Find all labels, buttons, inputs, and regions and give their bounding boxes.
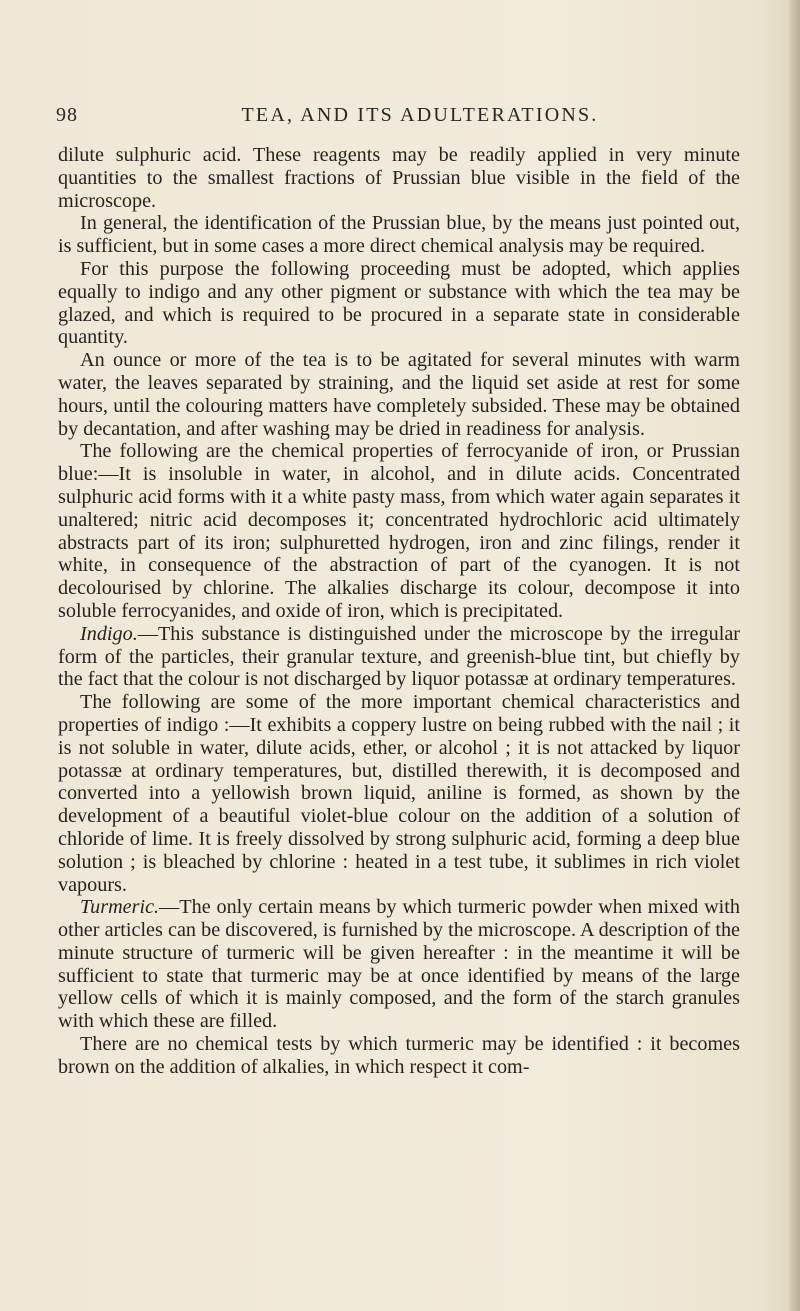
turmeric-heading: Turmeric. [80,896,160,919]
paragraph-9-text: There are no chemical tests by which turmeric may be identified : it becomes brown on the addition of alkalies, in which respect it com- [58,1033,740,1078]
paragraph-4 [58,349,740,440]
paragraph-1-text: dilute sulphuric acid. These reagents may be readily applied in very minute quantities to the smallest fractions of Prussian blue visible in the field of the microscope. [58,144,740,212]
paragraph-2-text: In general, the identification of the Prussian blue, by the means just pointed out, is sufficient, but in some cases a more direct chemical analysis may be required. [58,212,740,258]
paragraph-turmeric-text: —The only certain means by which turmeric powder when mixed with other articles can be discovered, is furnished by the microscope. A description of the minute structure of turmeric will be given hereafter : in the meantime it will be sufficient to state that turmeric may be at once identified by means of the large yellow cells of which it is mainly composed, and the form of the starch granules with which these are filled. [58,896,740,1033]
paragraph-5 [58,440,740,622]
page-number: 98 [56,104,78,126]
paragraph-1 [58,144,740,212]
indigo-heading: Indigo. [80,622,138,645]
paragraph-5-text: The following are the chemical properties of ferrocyanide of iron, or Prussian blue:—It is insoluble in water, in alcohol, and in dilute acids. Concentrated sulphuric acid forms with it a white pasty mass, from which water again separates it unaltered; nitric acid decomposes it; concentrated hydrochloric acid ultimately abstracts part of its iron; sulphuretted hydrogen, iron and zinc filings, render it white, in consequence of the abstraction of part of the cyanogen. It is not decolourised by chlorine. The alkalies discharge its colour, decompose it into soluble ferrocyanides, and oxide of iron, which is precipitated. [58,440,740,622]
body-text [58,144,740,1079]
paragraph-7-text: The following are some of the more important chemical characteristics and properties of indigo :—It exhibits a coppery lustre on being rubbed with the nail ; it is not soluble in water, dilute acids, ether, or alcohol ; it is not attacked by liquor potassæ at ordinary temperatures, but, distilled therewith, it is decomposed and converted into a yellowish brown liquid, aniline is formed, as shown by the development of a beautiful violet-blue colour on the addition of a solution of chloride of lime. It is freely dissolved by strong sulphuric acid, forming a deep blue solution ; is bleached by chlorine : heated in a test tube, it sublimes in rich violet vapours. [58,691,740,896]
paragraph-3 [58,258,740,349]
paragraph-indigo-text: —This substance is distinguished under the microscope by the irregular form of the particles, their granular texture, and greenish-blue tint, but chiefly by the fact that the colour is not discharged by liquor potassæ at ordinary temperatures. [58,622,740,691]
paragraph-7 [58,691,740,896]
page-spine-shadow [786,0,800,1311]
paragraph-9 [58,1033,740,1079]
running-title: TEA, AND ITS ADULTERATIONS. [241,104,599,126]
paragraph-2 [58,212,740,258]
paragraph-4-text: An ounce or more of the tea is to be agitated for several minutes with warm water, the leaves separated by straining, and the liquid set aside at rest for some hours, until the colouring matters have completely subsided. These may be obtained by decantation, and after washing may be dried in readiness for analysis. [58,349,740,440]
paragraph-3-text: For this purpose the following proceeding must be adopted, which applies equally to indigo and any other pigment or substance with which the tea may be glazed, and which is required to be procured in a separate state in considerable quantity. [58,257,740,349]
page-header [56,100,746,132]
paragraph-indigo [58,623,740,691]
paragraph-turmeric [58,896,740,1033]
